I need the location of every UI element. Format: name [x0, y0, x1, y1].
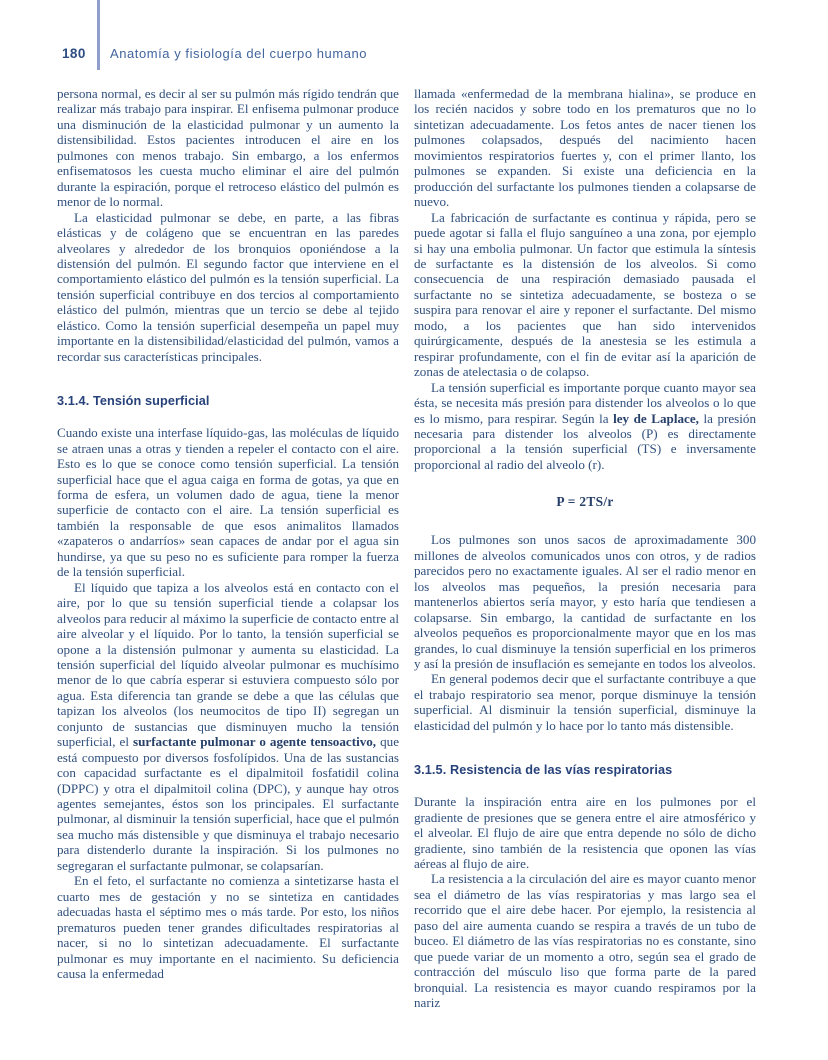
section-heading-3-1-5: 3.1.5. Resistencia de las vías respiratorias	[414, 763, 673, 778]
spacer	[414, 472, 756, 494]
paragraph: En el feto, el surfactante no comienza a sintetizarse hasta el cuarto mes de gestación y no se sintetiza en cantidades adecuadas hasta el séptimo mes o más tarde. Por esto, los niños prematuros pueden tener grandes dificultades respiratorias al nacer, si no lo sintetizan adecuadamente. El surfactante pulmonar es muy importante en el nacimiento. Su deficiencia causa la enfermedad	[57, 873, 399, 982]
running-head-title: Anatomía y fisiología del cuerpo humano	[110, 46, 368, 61]
paragraph-with-bold-term	[57, 580, 399, 874]
paragraph-text-after-bold: la presión necesaria para distender los alveolos (P) es directamente proporcional a la tensión superficial (TS) e inversamente proporcional al radio del alveolo (r).	[414, 410, 756, 472]
paragraph: persona normal, es decir al ser su pulmón más rígido tendrán que realizar más trabajo para inspirar. El enfisema pulmonar produce una disminución de la elasticidad pulmonar y un aumento la distensibilidad. Estos pacientes introducen el aire en los pulmones con menos trabajo. Sin embargo, a los enfermos enfisematosos les cuesta mucho eliminar el aire del pulmón durante la espiración, porque el retroceso elástico del pulmón es menor de lo normal.	[57, 86, 399, 210]
column-right	[414, 86, 756, 1046]
section-heading-3-1-4: 3.1.4. Tensión superficial	[57, 394, 210, 409]
paragraph: La resistencia a la circulación del aire es mayor cuanto menor sea el diámetro de las vías respiratorias y mas largo sea el recorrido que el aire debe hacer. Por ejemplo, la resistencia al paso del aire aumenta cuando se respira a través de un tubo de buceo. El diámetro de las vías respiratorias no es constante, sino que puede variar de un momento a otro, según sea el grado de contracción del músculo liso que forma parte de la pared bronquial. La resistencia es mayor cuando respiramos por la nariz	[414, 871, 756, 1011]
paragraph: En general podemos decir que el surfactante contribuye a que el trabajo respiratorio sea menor, porque disminuye la tensión superficial. Al disminuir la tensión superficial, disminuye la elasticidad del pulmón y lo hace por lo tanto más distensible.	[414, 671, 756, 733]
paragraph-text-before-bold: El líquido que tapiza a los alveolos está en contacto con el aire, por lo que su tensión superficial tiende a colapsar los alveolos para reducir al máximo la superficie de contacto entre al aire alveolar y el líquido. Por lo tanto, la tensión superficial se opone a la distensión pulmonar y aumenta su elasticidad. La tensión superficial del líquido alveolar pulmonar es muchísimo menor de lo que cabría esperar si estuviera compuesto sólo por agua. Esta diferencia tan grande se debe a que las células que tapizan los alveolos (los neumocitos de tipo II) segregan un conjunto de sustancias que disminuyen mucho la tensión superficial, el	[57, 579, 399, 750]
paragraph: La fabricación de surfactante es continua y rápida, pero se puede agotar si falla el flujo sanguíneo a una zona, por ejemplo si hay una embolia pulmonar. Un factor que estimula la síntesis de surfactante es la distensión de los alveolos. Si como consecuencia de una respiración demasiado pausada el surfactante no se sintetiza adecuadamente, se bosteza o se suspira para renovar el aire y reponer el surfactante. Del mismo modo, a los pacientes que han sido intervenidos quirúrgicamente, después de la anestesia se les estimula a respirar profundamente, con el fin de evitar así la aparición de zonas de atelectasia o de colapso.	[414, 209, 756, 380]
paragraph: Durante la inspiración entra aire en los pulmones por el gradiente de presiones que se genera entre el aire atmosférico y el alveolar. El flujo de aire que entra depende no sólo de dicho gradiente, sino también de la resistencia que oponen las vías aéreas al flujo de aire.	[414, 794, 756, 872]
page-header	[0, 0, 828, 74]
spacer	[414, 733, 756, 763]
paragraph-text-before-bold: La tensión superficial es importante porque cuanto mayor sea ésta, se necesita más presión para distender los alveolos o lo que es lo mismo, para respirar. Según la	[414, 379, 756, 426]
paragraph: La elasticidad pulmonar se debe, en parte, a las fibras elásticas y de colágeno que se encuentran en las paredes alveolares y alrededor de los bronquios oponiéndose a la distensión del pulmón. El segundo factor que interviene en el comportamiento elástico del pulmón es la tensión superficial. La tensión superficial contribuye en dos tercios al comportamiento elástico del pulmón, mientras que un tercio se debe al tejido elástico. Como la tensión superficial desempeña un papel muy importante en la distensibilidad/elasticidad del pulmón, vamos a recordar sus características principales.	[57, 209, 399, 364]
bold-term-ley-de-laplace: ley de Laplace,	[613, 410, 699, 426]
column-left	[57, 86, 399, 1046]
paragraph: llamada «enfermedad de la membrana hialina», se produce en los recién nacidos y sobre todo en los prematuros que no lo sintetizan adecuadamente. Los fetos antes de nacer tienen los pulmones colapsados, después del nacimiento hacen movimientos respiratorios fuertes y, con el primer llanto, los pulmones se expanden. Si existe una deficiencia en la producción del surfactante los pulmones tienden a colapsarse de nuevo.	[414, 86, 756, 210]
spacer	[57, 364, 399, 394]
spacer	[414, 510, 756, 532]
paragraph: Los pulmones son unos sacos de aproximadamente 300 millones de alveolos comunicados unos con otros, y de radios parecidos pero no exactamente iguales. Al ser el radio menor en los alveolos mas pequeños, la presión necesaria para mantenerlos abiertos sería mayor, y esto haría que tendiesen a colapsarse. Sin embargo, la cantidad de surfactante en los alveolos pequeños es proporcionalmente mayor que en los mas grandes, lo cual disminuye la tensión superficial en los primeros y así la presión de insuflación es semejante en todos los alveolos.	[414, 532, 756, 671]
header-vertical-rule	[97, 0, 100, 70]
paragraph-text-after-bold: que está compuesto por diversos fosfolípidos. Una de las sustancias con capacidad surfactante es el dipalmitoil fosfatidil colina (DPPC) y otra el dipalmitoil colina (DPC), y aunque hay otros agentes semejantes, éstos son los principales. El surfactante pulmonar, al disminuir la tensión superficial, hace que el pulmón sea mucho más distensible y que disminuya el trabajo necesario para distenderlo durante la inspiración. Si los pulmones no segregaran el surfactante pulmonar, se colapsarían.	[57, 734, 400, 873]
paragraph: Cuando existe una interfase líquido-gas, las moléculas de líquido se atraen unas a otras y tienden a repeler el contacto con el aire. Esto es lo que se conoce como tensión superficial. La tensión superficial hace que el agua caiga en forma de gotas, ya que en forma de esfera, un volumen dado de agua, tiene la menor superficie de contacto con el aire. La tensión superficial es también la responsable de que esos animalitos llamados «zapateros o andarríos» sean capaces de andar por el agua sin hundirse, ya que su peso no es suficiente para romper la fuerza de la tensión superficial.	[57, 425, 399, 580]
page-number: 180	[62, 46, 86, 61]
paragraph-with-bold-term	[414, 380, 756, 473]
bold-term-surfactante: surfactante pulmonar o agente tensoactivo,	[133, 734, 377, 750]
spacer	[57, 409, 399, 425]
formula-laplace: P = 2TS/r	[556, 494, 614, 510]
spacer	[414, 778, 756, 794]
two-column-body	[57, 86, 757, 1046]
